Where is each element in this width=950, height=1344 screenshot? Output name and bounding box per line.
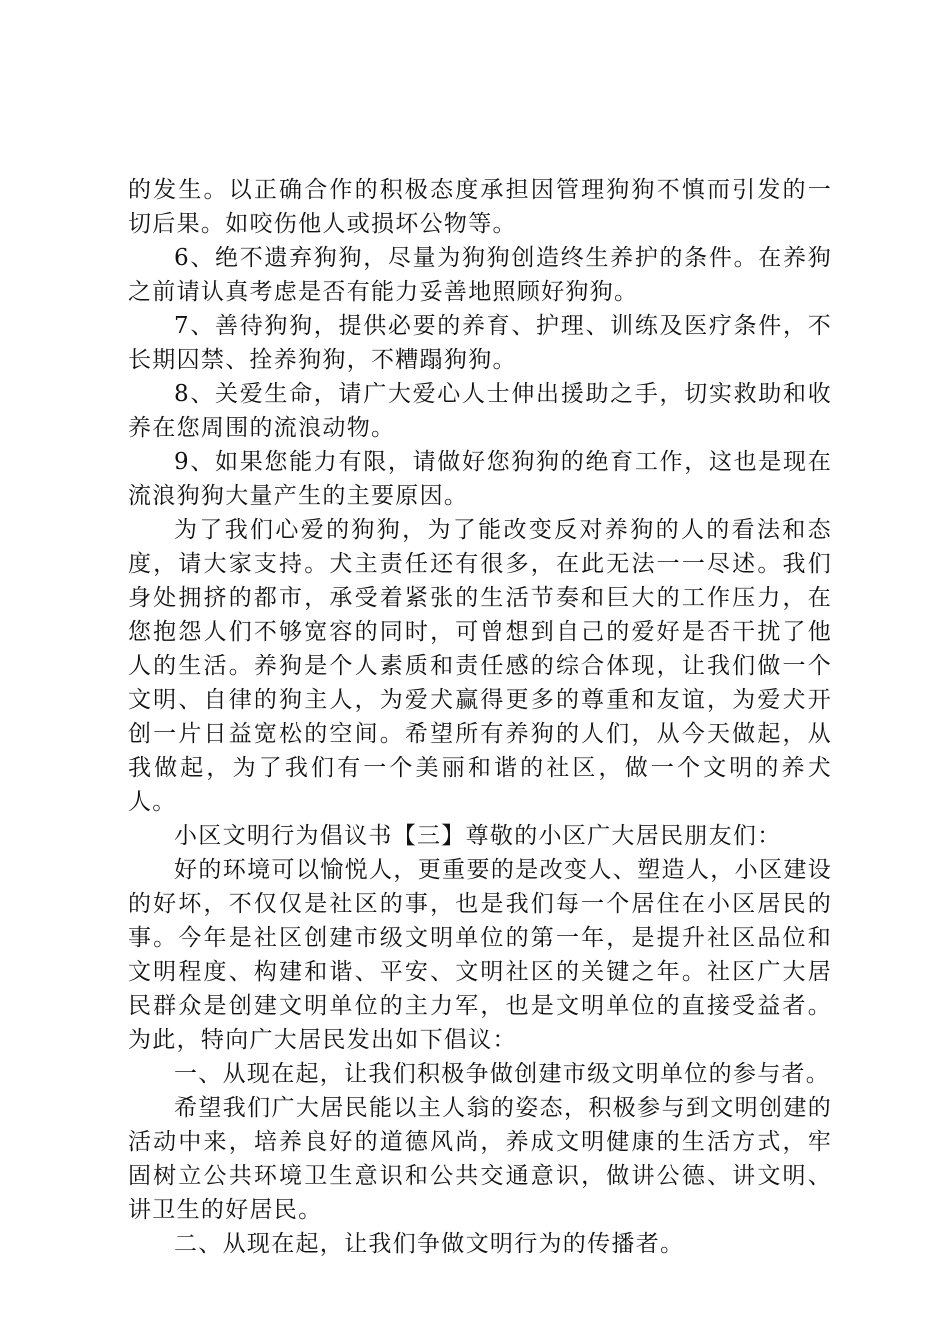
proposal-one-body: 希望我们广大居民能以主人翁的姿态，积极参与到文明创建的活动中来，培养良好的道德风尚，养成文明健康的生活方式，牢固树立公共环境卫生意识和公共交通意识，做讲公德、讲文明、讲卫生的好居民。	[128, 1095, 832, 1223]
paragraph-item-7: 7、善待狗狗，提供必要的养育、护理、训练及医疗条件，不长期囚禁、拴养狗狗，不糟蹋狗狗。	[128, 313, 832, 373]
proposal-two-heading: 二、从现在起，让我们争做文明行为的传播者。	[174, 1231, 685, 1257]
proposal-one-heading: 一、从现在起，让我们积极争做创建市级文明单位的参与者。	[174, 1061, 831, 1087]
paragraph-continuation: 的发生。以正确合作的积极态度承担因管理狗狗不慎而引发的一切后果。如咬伤他人或损坏公物等。	[128, 177, 832, 237]
paragraph-item-8: 8、关爱生命，请广大爱心人士伸出援助之手，切实救助和收养在您周围的流浪动物。	[128, 381, 832, 441]
paragraph-intro: 好的环境可以愉悦人，更重要的是改变人、塑造人，小区建设的好坏，不仅仅是社区的事，也是我们每一个居住在小区居民的事。今年是社区创建市级文明单位的第一年，是提升社区品位和文明程度、构建和谐、平安、文明社区的关键之年。社区广大居民群众是创建文明单位的主力军，也是文明单位的直接受益者。为此，特向广大居民发出如下倡议：	[128, 857, 832, 1053]
section-heading-three: 小区文明行为倡议书【三】尊敬的小区广大居民朋友们：	[174, 823, 782, 849]
paragraph-item-9: 9、如果您能力有限，请做好您狗狗的绝育工作，这也是现在流浪狗狗大量产生的主要原因。	[128, 449, 832, 509]
document-body	[128, 173, 832, 1261]
paragraph-closing: 为了我们心爱的狗狗，为了能改变反对养狗的人的看法和态度，请大家支持。犬主责任还有很多，在此无法一一尽述。我们身处拥挤的都市，承受着紧张的生活节奏和巨大的工作压力，在您抱怨人们不够宽容的同时，可曾想到自己的爱好是否干扰了他人的生活。养狗是个人素质和责任感的综合体现，让我们做一个文明、自律的狗主人，为爱犬赢得更多的尊重和友谊，为爱犬开创一片日益宽松的空间。希望所有养狗的人们，从今天做起，从我做起，为了我们有一个美丽和谐的社区，做一个文明的养犬人。	[128, 517, 832, 815]
paragraph-item-6: 6、绝不遗弃狗狗，尽量为狗狗创造终生养护的条件。在养狗之前请认真考虑是否有能力妥善地照顾好狗狗。	[128, 245, 832, 305]
